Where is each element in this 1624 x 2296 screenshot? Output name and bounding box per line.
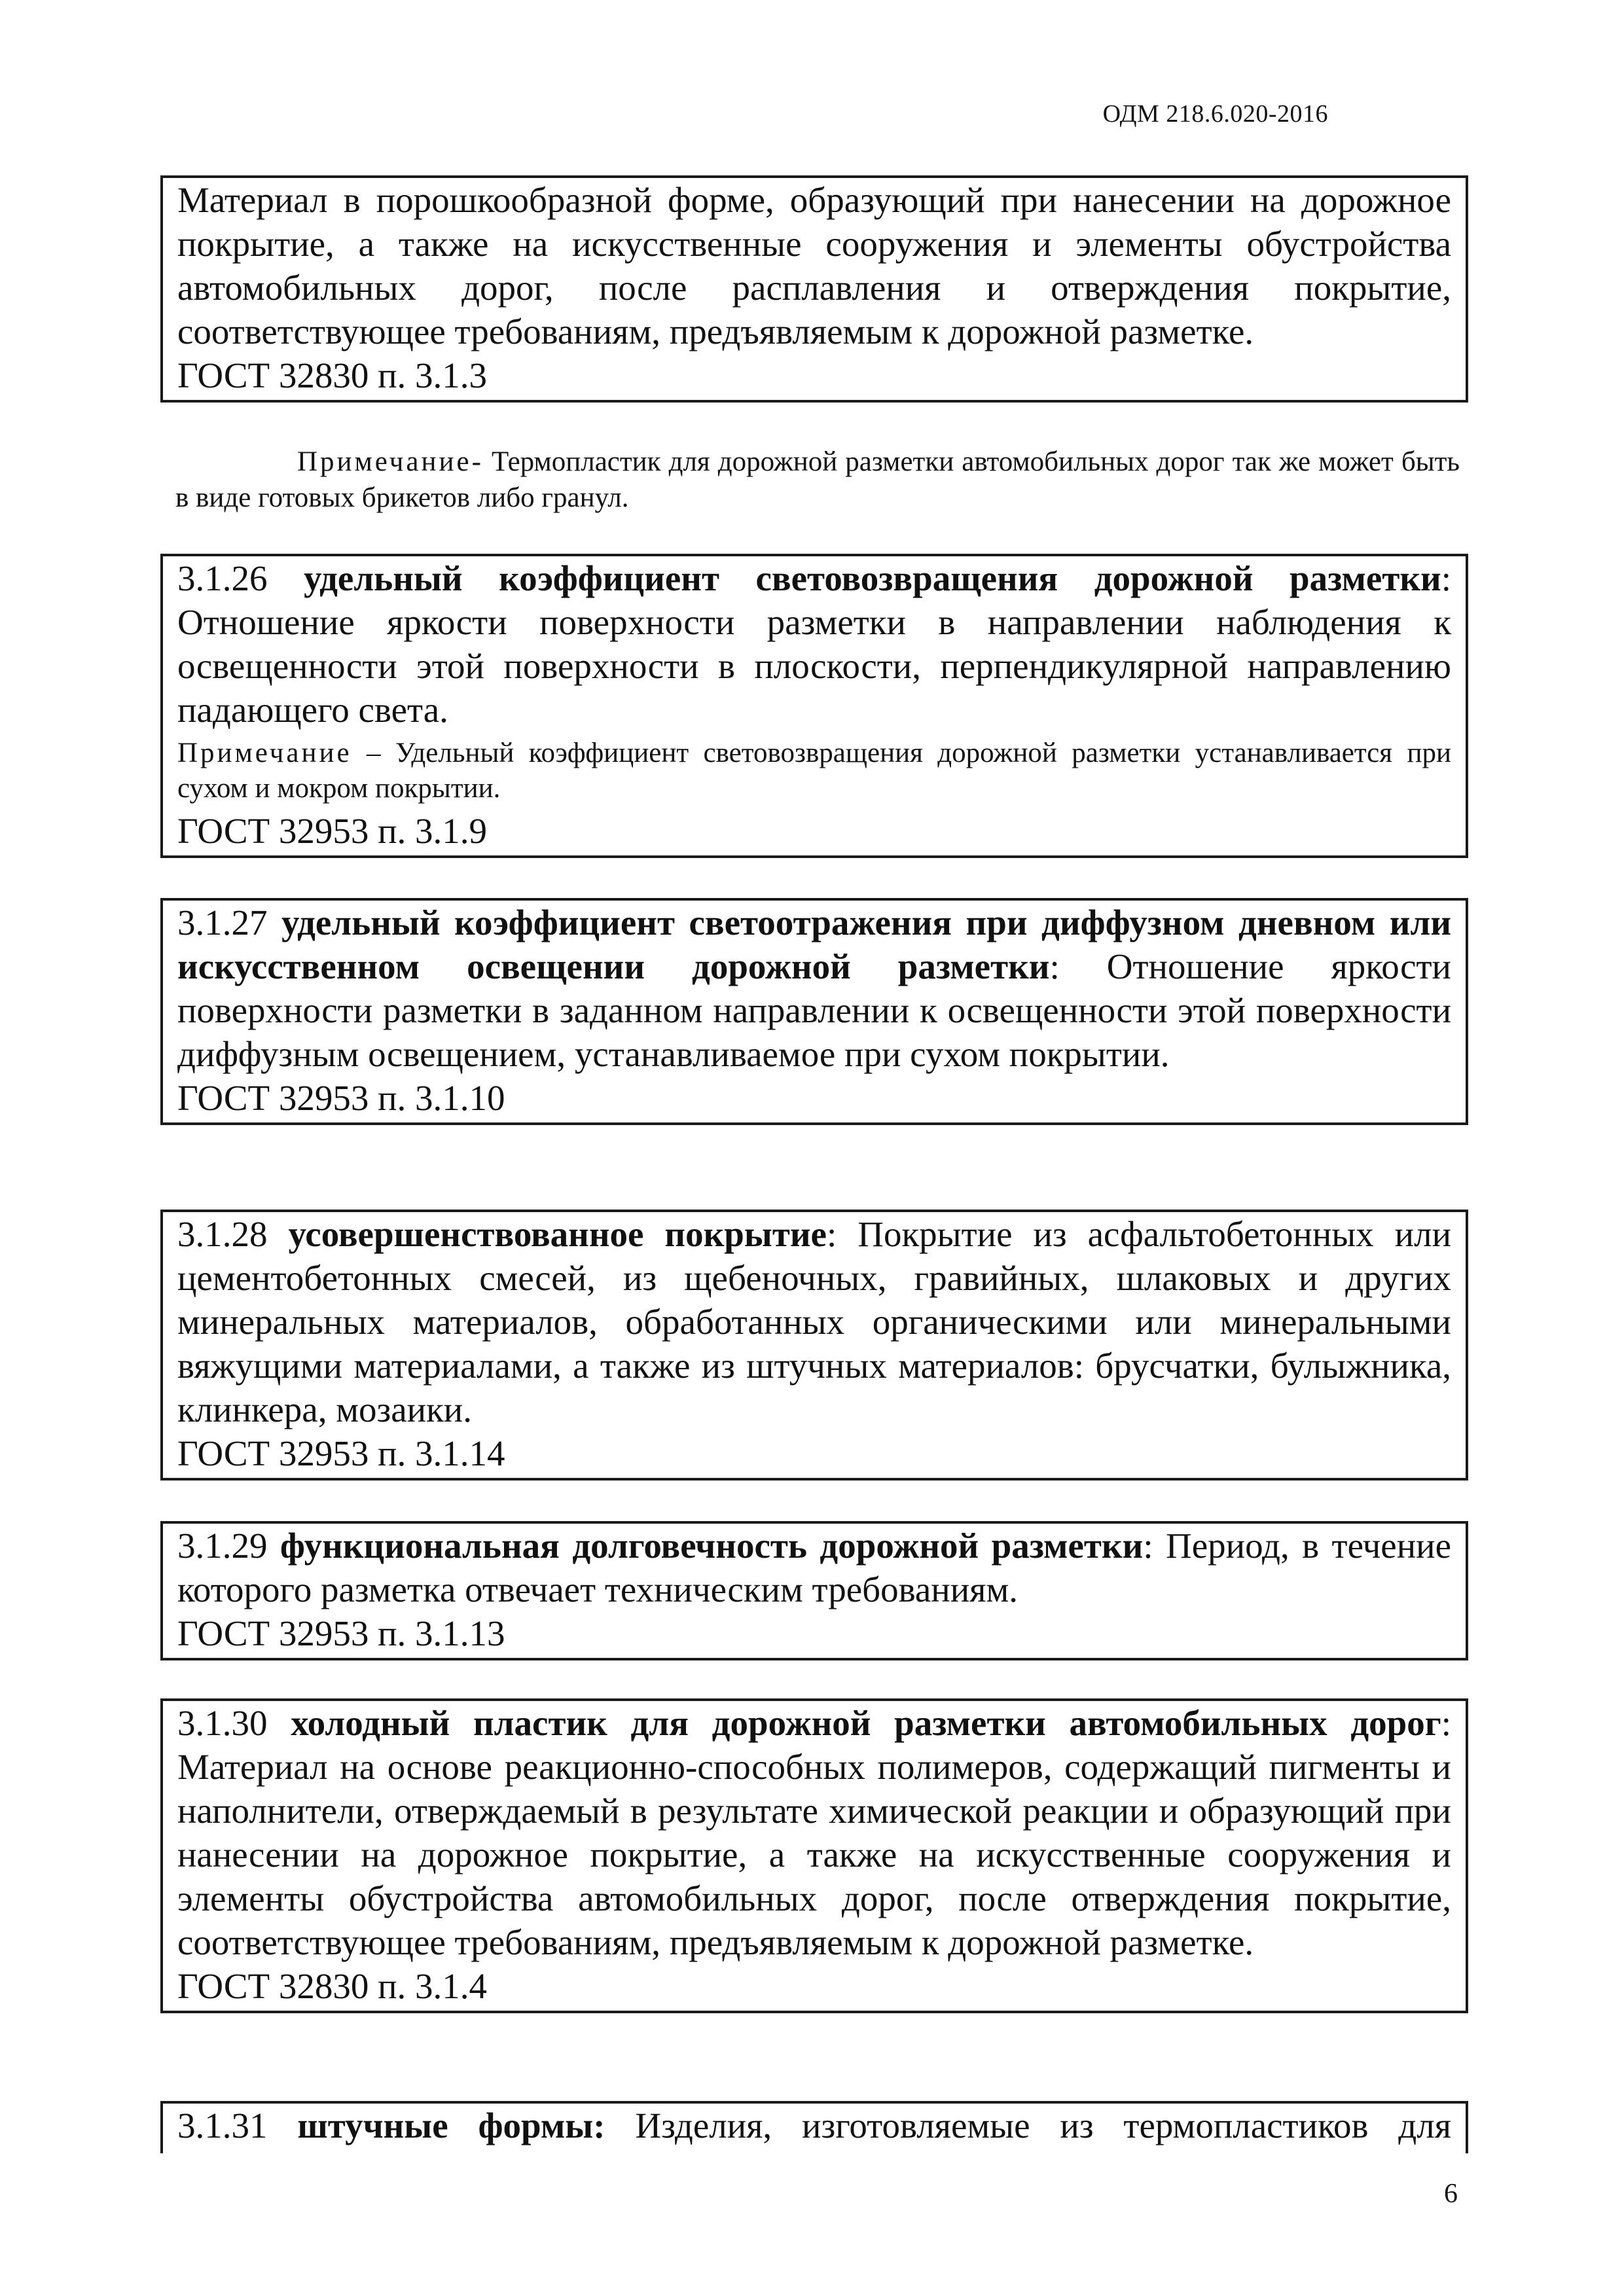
note-text: Термопластик для дорожной разметки автомобильных дорог так же может быть в виде готовых брикетов либо гранул. bbox=[175, 446, 1460, 513]
term-box-3-1-29 bbox=[160, 1521, 1468, 1660]
note-label: Примечание- bbox=[297, 446, 484, 477]
term-reference: ГОСТ 32830 п. 3.1.3 bbox=[177, 355, 488, 395]
term-box-3-1-30 bbox=[160, 1698, 1468, 2013]
term-definition: : Период, в течение которого разметка отвечает техническим требованиям. bbox=[177, 1526, 1451, 1609]
term-box-3-1-31 bbox=[160, 2101, 1468, 2153]
term-number: 3.1.31 bbox=[177, 2106, 298, 2145]
term-definition: Материал в порошкообразной форме, образующий при нанесении на дорожное покрытие, а также на искусственные сооружения и элементы обустройства автомобильных дорог, после расплавления и отверждения покрытие, соответствующее требованиям, предъявляемым к дорожной разметке. bbox=[177, 180, 1451, 351]
term-box-3-1-28 bbox=[160, 1210, 1468, 1480]
term-name: усовершенствованное покрытие bbox=[288, 1214, 827, 1254]
term-number: 3.1.29 bbox=[177, 1526, 280, 1566]
note-text: – Удельный коэффициент световозвращения дорожной разметки устанавливается при сухом и мокром покрытии. bbox=[177, 738, 1451, 804]
term-note bbox=[177, 736, 1451, 806]
term-definition: : Покрытие из асфальтобетонных или цементобетонных смесей, из щебеночных, гравийных, шлаковых и других минеральных материалов, обработанных органическими или минеральными вяжущими материалами, а также из штучных материалов: брусчатки, булыжника, клинкера, мозаики. bbox=[177, 1214, 1451, 1429]
term-name: штучные формы: bbox=[297, 2106, 605, 2145]
term-definition: : Отношение яркости поверхности разметки в заданном направлении к освещенности этой поверхности диффузным освещением, устанавливаемое при сухом покрытии. bbox=[177, 946, 1451, 1074]
term-reference: ГОСТ 32953 п. 3.1.9 bbox=[177, 811, 488, 851]
term-reference: ГОСТ 32830 п. 3.1.4 bbox=[177, 1966, 488, 2006]
term-box-3-1-26 bbox=[160, 554, 1468, 858]
term-number: 3.1.30 bbox=[177, 1703, 291, 1743]
document-code-header: ОДМ 218.6.020-2016 bbox=[1102, 100, 1328, 128]
term-definition: Изделия, изготовляемые из термопластиков для bbox=[605, 2106, 1451, 2145]
term-reference: ГОСТ 32953 п. 3.1.13 bbox=[177, 1613, 505, 1653]
term-reference: ГОСТ 32953 п. 3.1.10 bbox=[177, 1078, 505, 1118]
term-name: удельный коэффициент светоотражения при диффузном дневном или искусственном освещении дорожной разметки bbox=[177, 903, 1452, 986]
page-number: 6 bbox=[1444, 2179, 1458, 2209]
term-definition: : Отношение яркости поверхности разметки в направлении наблюдения к освещенности этой поверхности в плоскости, перпендикулярной направлению падающего света. bbox=[177, 558, 1452, 730]
term-reference: ГОСТ 32953 п. 3.1.14 bbox=[177, 1433, 505, 1473]
term-box-continuation bbox=[160, 175, 1468, 403]
term-name: функциональная долговечность дорожной разметки bbox=[280, 1526, 1144, 1566]
term-number: 3.1.28 bbox=[177, 1214, 289, 1254]
term-name: холодный пластик для дорожной разметки автомобильных дорог bbox=[291, 1703, 1441, 1743]
term-box-3-1-27 bbox=[160, 898, 1468, 1125]
term-number: 3.1.27 bbox=[177, 903, 282, 942]
term-number: 3.1.26 bbox=[177, 558, 304, 598]
note-label: Примечание bbox=[177, 738, 352, 768]
term-name: удельный коэффициент световозвращения дорожной разметки bbox=[304, 558, 1441, 598]
note-outside bbox=[175, 444, 1460, 516]
term-definition: : Материал на основе реакционно-способных полимеров, содержащий пигменты и наполнители, отверждаемый в результате химической реакции и образующий при нанесении на дорожное покрытие, а также на искусственные сооружения и элементы обустройства автомобильных дорог, после отверждения покрытие, соответствующее требованиям, предъявляемым к дорожной разметке. bbox=[177, 1703, 1451, 1962]
